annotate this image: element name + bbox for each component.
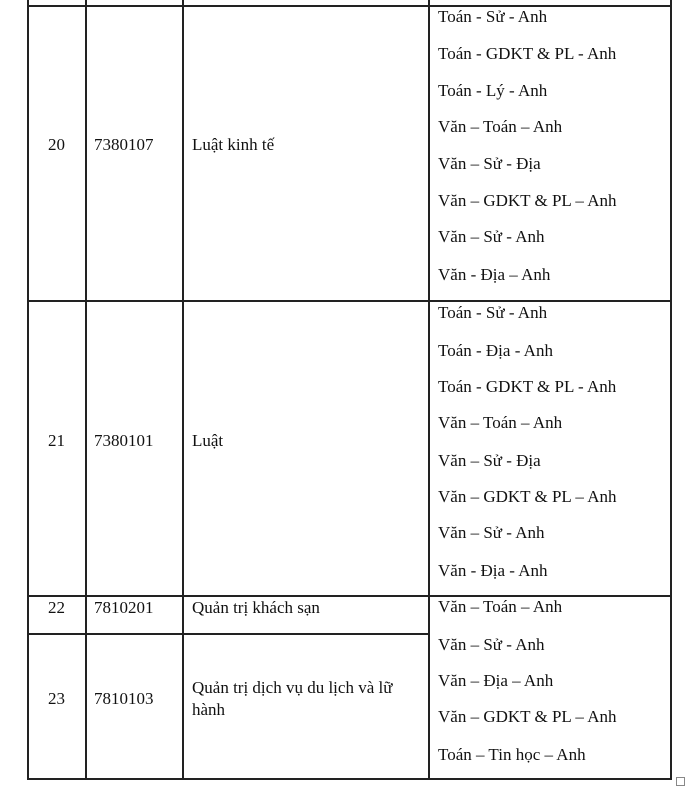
col-border-stt-code	[85, 0, 87, 780]
row-21-combo-6: Văn – GDKT & PL – Anh	[438, 487, 617, 506]
shared-combo-5: Toán – Tin học – Anh	[438, 745, 586, 764]
row-21-name: Luật	[192, 431, 224, 450]
row-21-stt: 21	[48, 431, 65, 450]
row-23-code: 7810103	[94, 689, 154, 708]
resize-handle-icon[interactable]	[676, 777, 685, 786]
row-21-combo-8: Văn - Địa - Anh	[438, 561, 548, 580]
col-border-code-name	[182, 0, 184, 780]
row-20-combo-2: Toán - GDKT & PL - Anh	[438, 44, 617, 63]
row-21-combo-2: Toán - Địa - Anh	[438, 341, 553, 360]
shared-combo-3: Văn – Địa – Anh	[438, 671, 554, 690]
shared-combo-1: Văn – Toán – Anh	[438, 597, 563, 616]
row-border-21-22	[27, 595, 672, 597]
row-22-name: Quản trị khách sạn	[192, 598, 320, 617]
row-21-combo-1: Toán - Sử - Anh	[438, 303, 548, 322]
row-20-combo-1: Toán - Sử - Anh	[438, 7, 548, 26]
row-20-combo-8: Văn - Địa – Anh	[438, 265, 551, 284]
row-21-combo-4: Văn – Toán – Anh	[438, 413, 563, 432]
row-20-combo-5: Văn – Sử - Địa	[438, 154, 541, 173]
shared-combo-4: Văn – GDKT & PL – Anh	[438, 707, 617, 726]
row-20-name: Luật kinh tế	[192, 135, 275, 154]
row-22-stt: 22	[48, 598, 65, 617]
row-23-stt: 23	[48, 689, 65, 708]
col-border-name-combo	[428, 0, 430, 780]
col-border-left	[27, 0, 29, 780]
shared-combo-2: Văn – Sử - Anh	[438, 635, 545, 654]
row-20-stt: 20	[48, 135, 65, 154]
row-21-combo-5: Văn – Sử - Địa	[438, 451, 541, 470]
row-20-combo-3: Toán - Lý - Anh	[438, 81, 548, 100]
row-border-bottom	[27, 778, 672, 780]
row-20-combo-7: Văn – Sử - Anh	[438, 227, 545, 246]
row-border-22-23	[27, 633, 429, 635]
row-21-code: 7380101	[94, 431, 154, 450]
row-22-code: 7810201	[94, 598, 154, 617]
col-border-right	[670, 0, 672, 780]
row-20-code: 7380107	[94, 135, 154, 154]
row-23-name: Quản trị dịch vụ du lịch và lữ hành	[192, 678, 393, 719]
row-20-combo-6: Văn – GDKT & PL – Anh	[438, 191, 617, 210]
row-21-combo-3: Toán - GDKT & PL - Anh	[438, 377, 617, 396]
row-20-combo-4: Văn – Toán – Anh	[438, 117, 563, 136]
row-21-combo-7: Văn – Sử - Anh	[438, 523, 545, 542]
row-border-top	[27, 5, 672, 7]
row-border-20-21	[27, 300, 672, 302]
